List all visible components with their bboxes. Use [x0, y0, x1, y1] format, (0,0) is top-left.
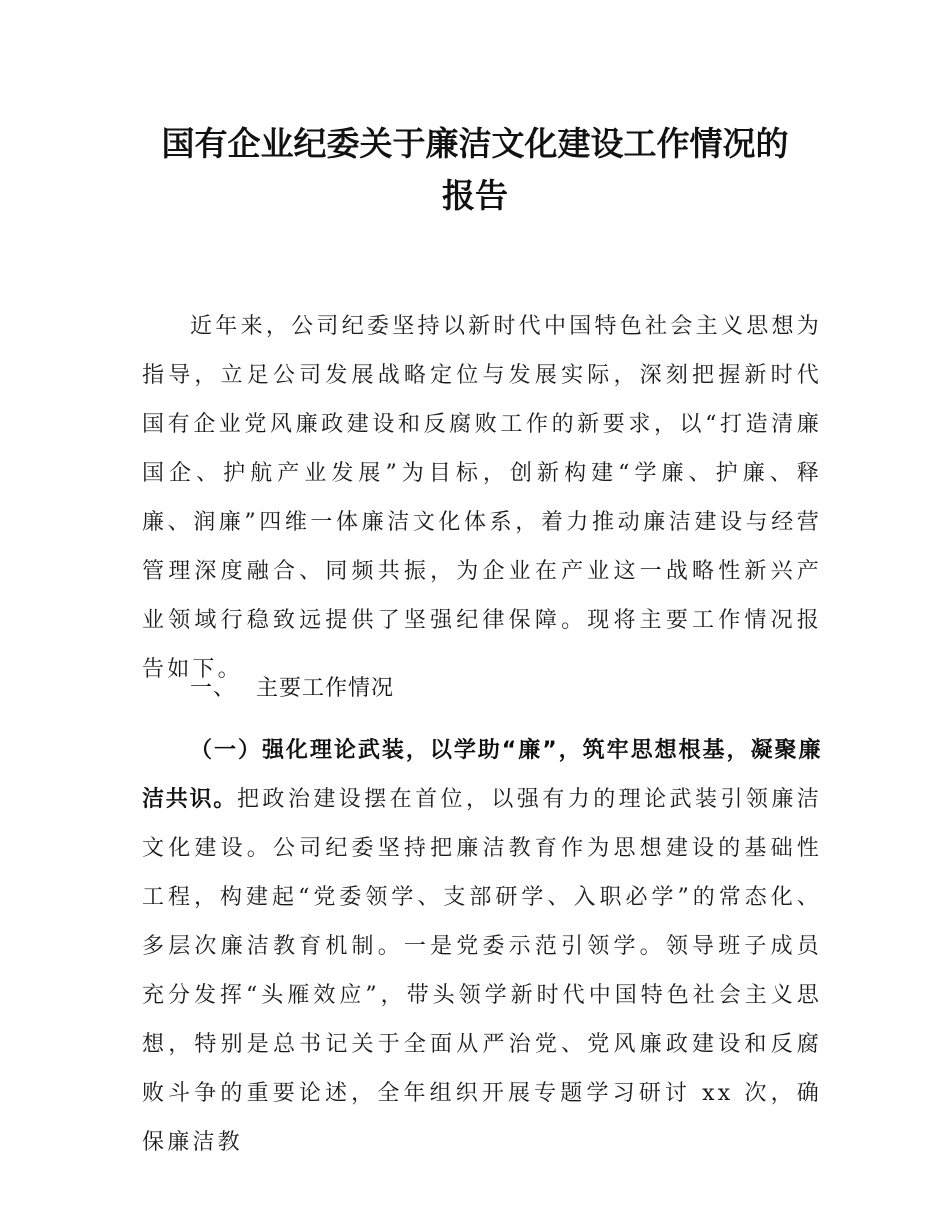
section-number: 一、 — [190, 676, 237, 701]
document-title-line2: 报告 — [442, 176, 508, 215]
subsection-body: 把政治建设摆在首位，以强有力的理论武装引领廉洁文化建设。公司纪委坚持把廉洁教育作为思想建设的基础性工程，构建起“党委领学、支部研学、入职必学”的常态化、多层次廉洁教育机制。一是党委示范引领学。领导班子成员充分发挥“头雁效应”，带头领学新时代中国特色社会主义思想，特别是总书记关于全面从严治党、党风廉政建设和反腐败斗争的重要论述，全年组织开展专题学习研讨 xx 次，确保廉洁教 — [142, 787, 822, 1155]
subsection-paragraph — [142, 726, 822, 1167]
document-title-line1: 国有企业纪委关于廉洁文化建设工作情况的 — [161, 124, 789, 163]
intro-paragraph: 近年来，公司纪委坚持以新时代中国特色社会主义思想为指导，立足公司发展战略定位与发展实际，深刻把握新时代国有企业党风廉政建设和反腐败工作的新要求，以“打造清廉国企、护航产业发展”为目标，创新构建“学廉、护廉、释廉、润廉”四维一体廉洁文化体系，着力推动廉洁建设与经营管理深度融合、同频共振，为企业在产业这一战略性新兴产业领域行稳致远提供了坚强纪律保障。现将主要工作情况报告如下。 — [142, 314, 822, 682]
section-title: 主要工作情况 — [256, 676, 395, 701]
section-heading — [190, 664, 394, 713]
subsection-bold-lead: （一）强化理论武装，以学助“廉”，筑牢思想根基，凝聚廉洁共识。 — [142, 738, 822, 812]
